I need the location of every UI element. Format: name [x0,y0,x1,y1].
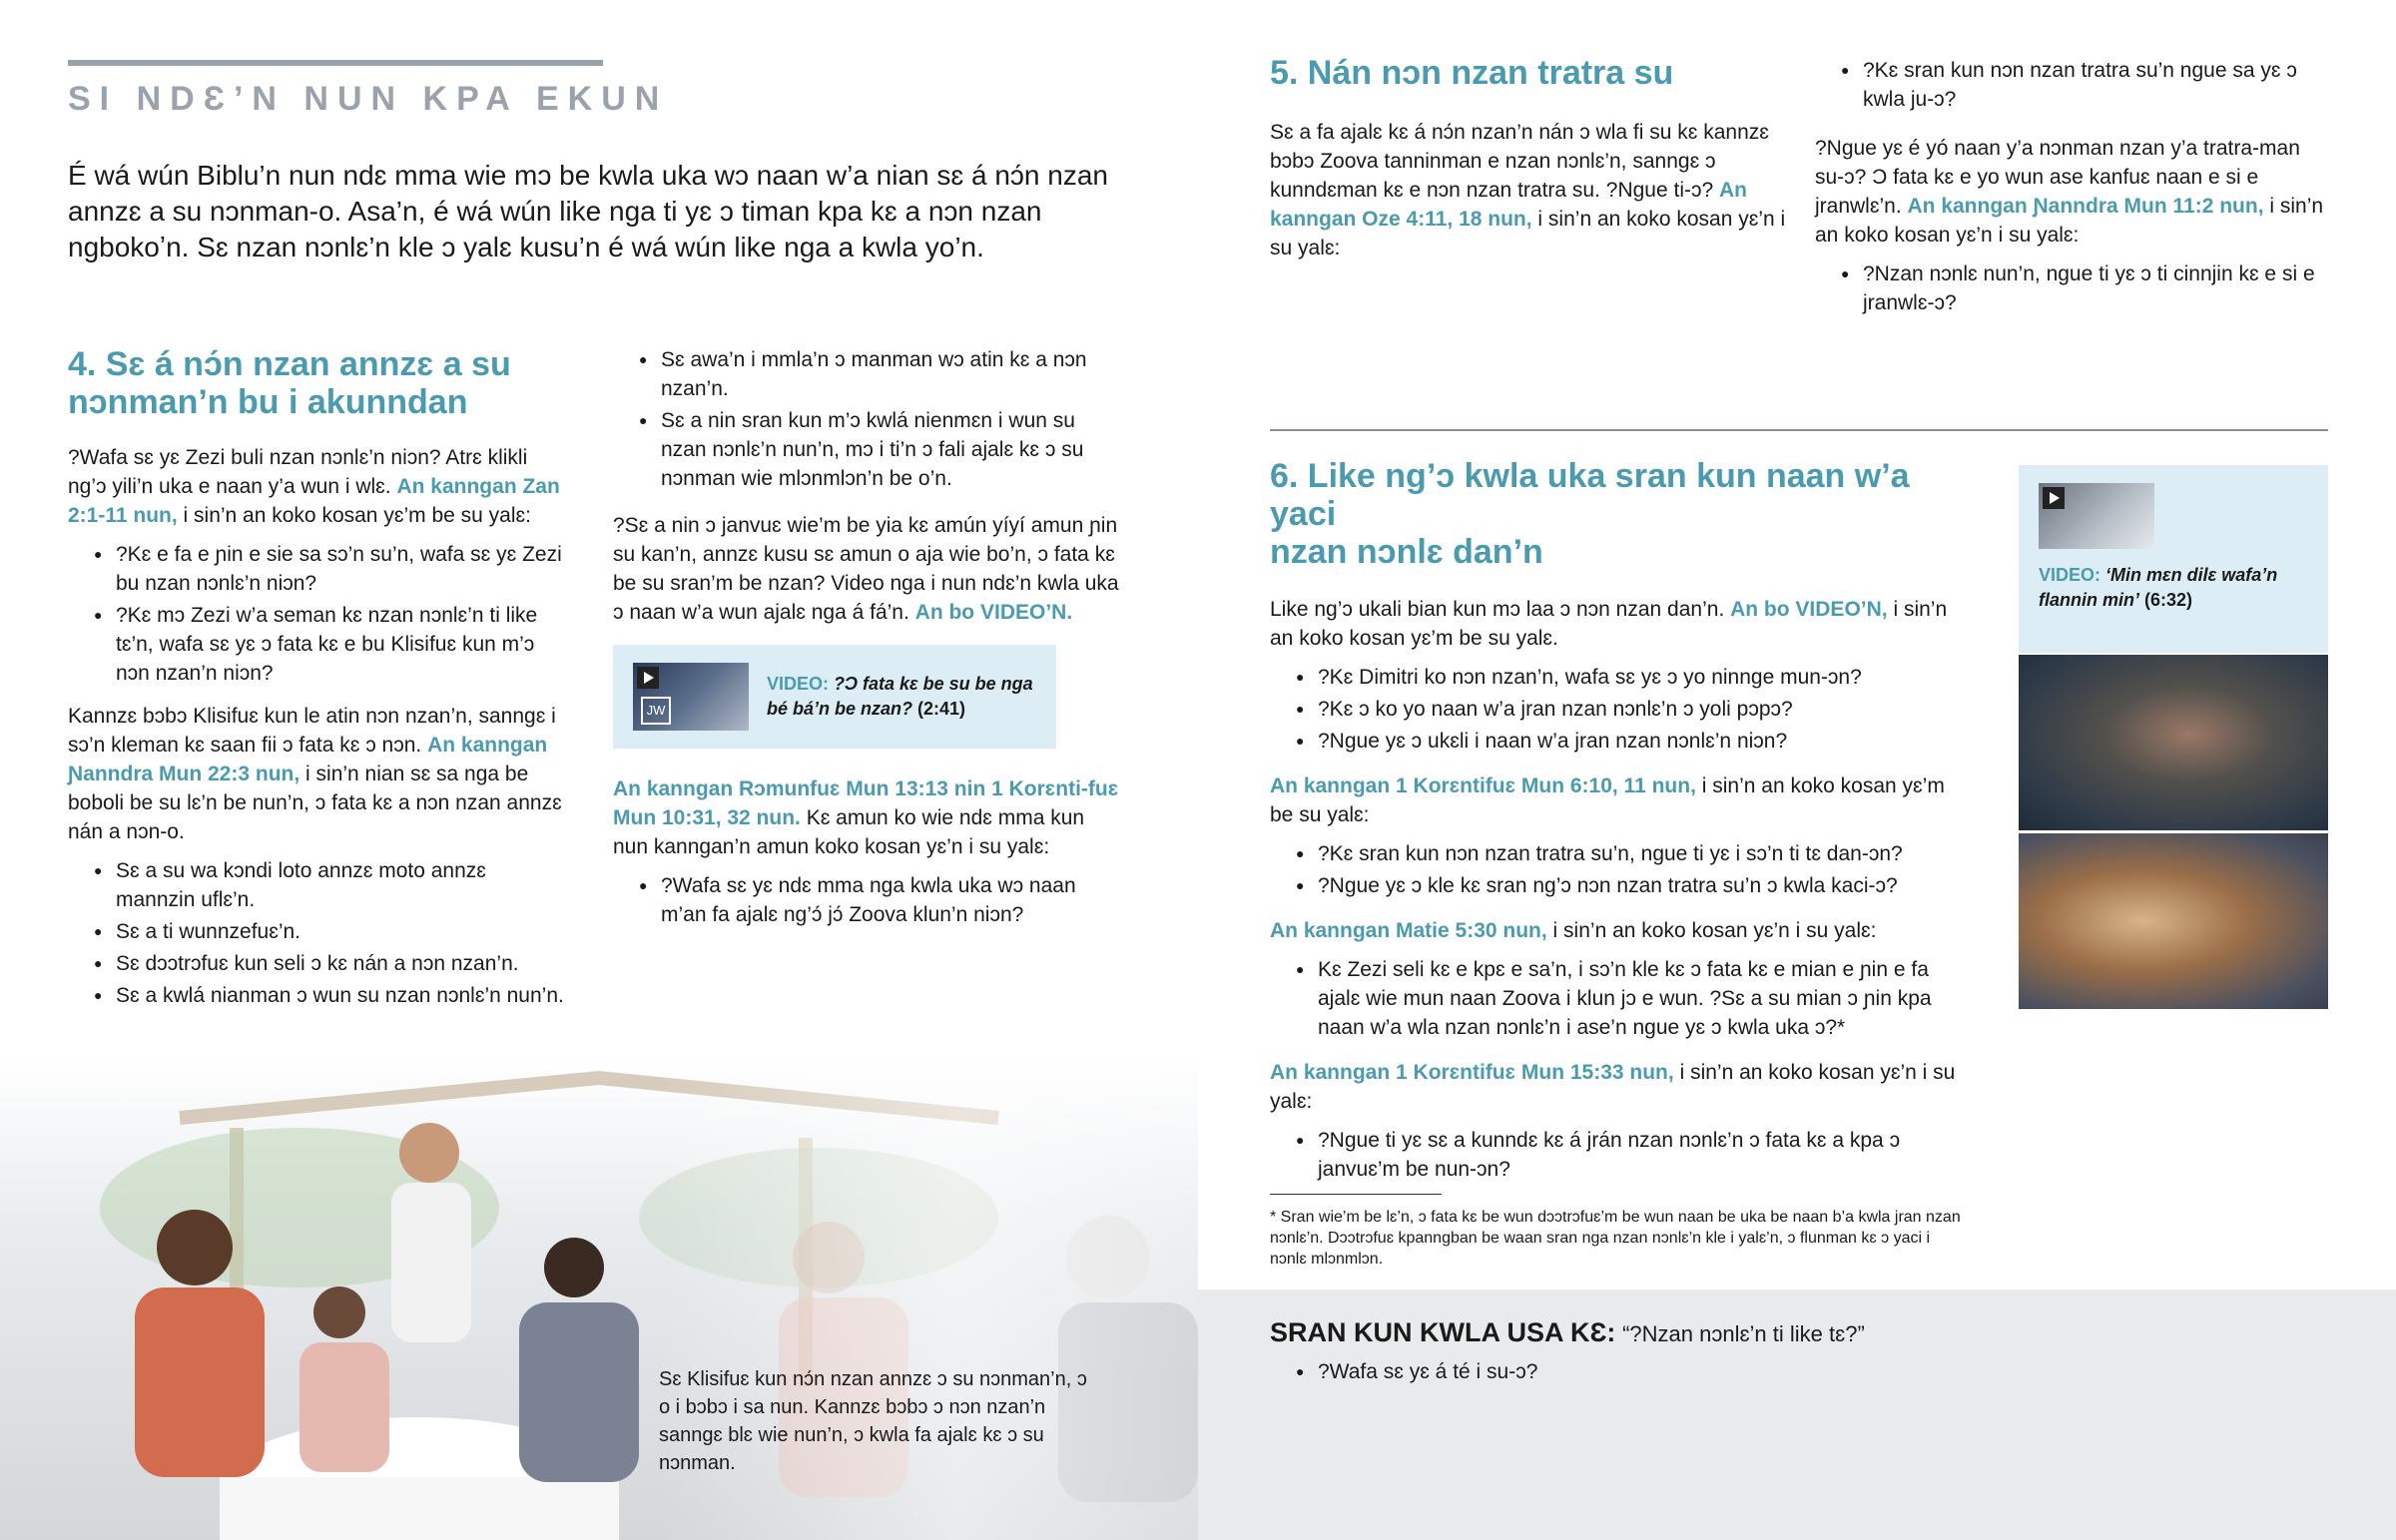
s4-paragraph-1 [68,443,567,530]
section-5-col2 [1815,56,2334,327]
video-title: ‘Min mɛn dilɛ wafa’n flannin min’ [2039,565,2278,610]
list-item: ● ?Nzan nɔnlɛ nun’n, ngue ti yɛ ɔ ti cinnjin kɛ e si e jranwlɛ-ɔ? [1863,259,2334,317]
section-4-col2 [613,345,1122,939]
list-item: ● Sɛ a kwlá nianman ɔ wun su nzan nɔnlɛ’n nun’n. [116,981,567,1010]
video-label: VIDEO: [2039,565,2101,585]
s4-paragraph-2 [68,702,567,846]
section-4-title-line1: 4. Sɛ á nɔ́n nzan annzɛ a su [68,345,511,383]
discussion-heading: SRAN KUN KWLA USA KƐ: [1270,1317,1616,1347]
illustration-caption: Sɛ Klisifuɛ kun nɔ́n nzan annzɛ ɔ su nɔnman’n, ɔ o i bɔbɔ i sa nun. Kannzɛ bɔbɔ ɔ nɔn nzan’n sanngɛ blɛ wie nun’n, ɔ kwla fa ajalɛ kɛ ɔ su nɔnman. [659,1368,1087,1474]
list-item: ● ?Ngue yɛ ɔ ukɛli i naan w’a jran nzan nɔnlɛ’n niɔn? [1318,727,1969,756]
video-title: ?Ɔ fata kɛ be su be nga bé bá’n be nzan? [767,674,1033,719]
footnote-rule [1270,1194,1442,1195]
s4-questions-2 [613,871,1122,929]
s6-questions-1 [1270,663,1969,756]
s6-questions-2 [1270,839,1969,900]
s6-p2-scripture-link[interactable]: An kanngan 1 Korɛntifuɛ Mun 6:10, 11 nun, [1270,774,1696,797]
section-4-title-line2: nɔnman’n bu i akunndan [68,383,468,421]
video-card-2[interactable] [2019,465,2328,653]
s4-paragraph-4 [613,774,1122,861]
s5-p2-text: ?Ngue yɛ é yó naan y’a nɔnman nzan y’a tratra-man su-ɔ? Ɔ fata kɛ e yo wun ase kanfuɛ naan e si e jranwlɛ’n. [1815,137,2300,218]
page-heading: SI NDƐ’N NUN KPA EKUN [68,80,669,118]
photo-reading-together [2019,833,2328,1009]
video-duration: (2:41) [917,699,966,719]
s6-p1-tail: i sin’n an koko kosan yɛ’m be su yalɛ. [1270,598,1948,650]
s5-questions-2 [1815,259,2334,317]
video-thumbnail[interactable] [2039,483,2154,549]
s4-p4-scripture-link[interactable]: An kanngan Rɔmunfuɛ Mun 13:13 nin 1 Korɛnti-fuɛ Mun 10:31, 32 nun. [613,777,1119,829]
s5-paragraph-1 [1270,118,1789,262]
s5-questions-1 [1815,56,2334,114]
s5-p2-tail: i sin’n an koko kosan yɛ’n i su yalɛ: [1815,195,2324,247]
s6-p1-text: Like ng’ɔ ukali bian kun mɔ laa ɔ nɔn nzan dan’n. [1270,598,1731,621]
section-6-title-line1: 6. Like ng’ɔ kwla uka sran kun naan w’a yaci [1270,457,1910,533]
s6-paragraph-3 [1270,916,1969,945]
s4-p1-tail: i sin’n an koko kosan yɛ’m be su yalɛ: [177,504,531,527]
photo-man-at-table [2019,655,2328,830]
s6-watch-video-link[interactable]: An bo VIDEO’N, [1730,598,1888,621]
video-card-1[interactable] [613,645,1056,749]
list-item: ● ?Ngue yɛ ɔ kle kɛ sran ng’ɔ nɔn nzan tratra su’n ɔ kwla kaci-ɔ? [1318,871,1969,900]
discussion-quote: “?Nzan nɔnlɛ’n ti like tɛ?” [1622,1321,1865,1346]
s5-p1-tail: i sin’n an koko kosan yɛ’n i su yalɛ: [1270,208,1786,259]
video-label: VIDEO: [767,674,830,694]
s4-p1-scripture-link[interactable]: An kanngan Zan 2:1-11 nun, [68,475,560,527]
s6-p2-tail: i sin’n an koko kosan yɛ’m be su yalɛ: [1270,774,1945,826]
s4-p2-scripture-link[interactable]: An kanngan Ɲanndra Mun 22:3 nun, [68,734,548,785]
s6-p4-scripture-link[interactable]: An kanngan 1 Korɛntifuɛ Mun 15:33 nun, [1270,1061,1674,1084]
s6-p3-tail: i sin’n an koko kosan yɛ’n i su yalɛ: [1546,919,1877,942]
section-5-col1 [1270,54,1789,272]
section-6-main [1270,457,1969,1270]
list-item: ● Kɛ Zezi seli kɛ e kpɛ e sa’n, i sɔ’n kle kɛ ɔ fata kɛ e mian e ɲin e fa ajalɛ wie mun naan Zoova i klun jɔ e wun. ?Sɛ a su mian ɔ ɲin kpa naan w’a wla nzan nɔnlɛ’n i ase’n ngue yɛ ɔ kwla uka ɔ?* [1318,955,1969,1042]
section-4-col1 [68,345,567,1020]
s4-p2-tail: i sin’n nian sɛ sa nga be boboli be su lɛ’n be nun’n, ɔ fata kɛ a nɔn nzan annzɛ nán a nɔn-o. [68,763,562,843]
list-item: ● Sɛ a ti wunnzefuɛ’n. [116,917,567,946]
s6-p3-scripture-link[interactable]: An kanngan Matie 5:30 nun, [1270,919,1547,942]
s5-p1-text: Sɛ a fa ajalɛ kɛ á nɔ́n nzan’n nán ɔ wla fi su kɛ kannzɛ bɔbɔ Zoova tanninman e nzan nɔnlɛ’n, sanngɛ ɔ kunndɛman kɛ e nɔn nzan tratra su. ?Ngue ti-ɔ? [1270,121,1769,202]
jw-logo-icon: JW [641,697,671,725]
play-icon[interactable] [2043,487,2065,509]
list-item: ● Sɛ a nin sran kun m’ɔ kwlá nienmɛn i wun su nzan nɔnlɛ’n nun’n, mɔ i ti’n ɔ fali ajalɛ kɛ ɔ su nɔnman wie mlɔnmlɔn’n be o’n. [661,406,1122,493]
s6-paragraph-1 [1270,595,1969,653]
list-item: ● Sɛ a su wa kɔndi loto annzɛ moto annzɛ mannzin uflɛ’n. [116,856,567,914]
list-item: ● ?Kɛ sran kun nɔn nzan tratra su’n, ngue ti yɛ i sɔ’n ti tɛ dan-ɔn? [1318,839,1969,868]
video-duration: (6:32) [2144,590,2193,610]
section-6-title-line2: nzan nɔnlɛ dan’n [1270,533,1543,571]
list-item: ● ?Kɛ ɔ ko yo naan w’a jran nzan nɔnlɛ’n ɔ yoli pɔpɔ? [1318,695,1969,724]
s4-p1-text: ?Wafa sɛ yɛ Zezi buli nzan nɔnlɛ’n niɔn? Atrɛ klikli ng’ɔ yili’n uka e naan y’a wun i wlɛ. [68,446,528,498]
s4-questions-1 [68,540,567,688]
s6-questions-4 [1270,1126,1969,1184]
footnote: * Sran wie’m be lɛ’n, ɔ fata kɛ be wun dɔɔtrɔfuɛ’m be wun naan be uka be naan b’a kwla jran nzan nɔnlɛ’n. Dɔɔtrɔfuɛ kpanngban be waan sran nga nzan nɔnlɛ’n kle i yalɛ’n, ɔ flunman kɛ ɔ yaci i nɔnlɛ mlɔnmlɔn. [1270,1209,1961,1268]
list-item: ● Sɛ awa’n i mmla’n ɔ manman wɔ atin kɛ a nɔn nzan’n. [661,345,1122,403]
s5-paragraph-2 [1815,134,2334,250]
s4-watch-video-link[interactable]: An bo VIDEO’N. [914,601,1073,624]
list-item: ● ?Ngue ti yɛ sɛ a kunndɛ kɛ á jrán nzan nɔnlɛ’n ɔ fata kɛ a kpa ɔ janvuɛ’m be nun-ɔn? [1318,1126,1969,1184]
play-icon[interactable] [637,667,659,689]
list-item: ● ?Kɛ Dimitri ko nɔn nzan’n, wafa sɛ yɛ ɔ yo ninnge mun-ɔn? [1318,663,1969,692]
list-item: ● ?Kɛ e fa e ɲin e sie sa sɔ’n su’n, wafa sɛ yɛ Zezi bu nzan nɔnlɛ’n niɔn? [116,540,567,598]
list-item: ● ?Kɛ sran kun nɔn nzan tratra su’n ngue sa yɛ ɔ kwla ju-ɔ? [1863,56,2334,114]
section-6-title [1270,457,1969,571]
s6-paragraph-2 [1270,771,1969,829]
list-item: ● ?Wafa sɛ yɛ ndɛ mma nga kwla uka wɔ naan m’an fa ajalɛ ng’ɔ́ jɔ́ Zoova klun’n niɔn? [661,871,1122,929]
intro-paragraph: É wá wún Biblu’n nun ndɛ mma wie mɔ be kwla uka wɔ naan w’a nian sɛ á nɔ́n nzan annzɛ a su nɔnman-o. Asa’n, é wá wún like nga ti yɛ ɔ timan kpa kɛ a nɔn nzan ngbokoʼn. Sɛ nzan nɔnlɛ’n kle ɔ yalɛ kusu’n é wá wún like nga a kwla yo’n. [68,160,1108,262]
s6-questions-3 [1270,955,1969,1042]
list-item: ● ?Kɛ mɔ Zezi w’a seman kɛ nzan nɔnlɛ’n ti like tɛ’n, wafa sɛ yɛ ɔ fata kɛ e bu Klisifuɛ kun m’ɔ nɔn nzan’n niɔn? [116,601,567,688]
s6-paragraph-4 [1270,1058,1969,1116]
discussion-box [1198,1289,2396,1540]
s4-paragraph-3 [613,511,1122,627]
section-4-title [68,345,567,421]
discussion-questions [1270,1357,1537,1389]
section-divider [1270,429,2328,431]
s6-p4-tail: i sin’n an koko kosan yɛ’n i su yalɛ: [1270,1061,1956,1113]
section-5-title: 5. Nán nɔn nzan tratra su [1270,54,1674,92]
video-thumbnail[interactable] [633,663,749,731]
list-item: ● Sɛ dɔɔtrɔfuɛ kun seli ɔ kɛ nán a nɔn nzan’n. [116,949,567,978]
s5-p1-scripture-link[interactable]: An kanngan Oze 4:11, 18 nun, [1270,179,1747,231]
list-item: ● ?Wafa sɛ yɛ á té i su-ɔ? [1318,1357,1537,1386]
s4-condition-list [68,856,567,1010]
s4-p4-tail: Kɛ amun ko wie ndɛ mma kun nun kanngan’n amun koko kosan yɛ’n i su yalɛ: [613,806,1085,858]
s4-p2-text: Kannzɛ bɔbɔ Klisifuɛ kun le atin nɔn nzan’n, sanngɛ i sɔ’n kleman kɛ saan fii ɔ fata kɛ ɔ nɔn. [68,705,556,757]
s4-condition-list-cont [613,345,1122,493]
s4-p3-text: ?Sɛ a nin ɔ janvuɛ wie’m be yia kɛ amún yíyí amun ɲin su kan’n, annzɛ kusu sɛ amun o aja wie bo’n, ɔ fata kɛ be su sran’m be nzan? Video nga i nun ndɛ’n kwla uka ɔ naan w’a wun ajalɛ nga á fá’n. [613,514,1119,624]
s5-p2-scripture-link[interactable]: An kanngan Ɲanndra Mun 11:2 nun, [1907,195,2264,218]
header-rule [68,60,603,66]
